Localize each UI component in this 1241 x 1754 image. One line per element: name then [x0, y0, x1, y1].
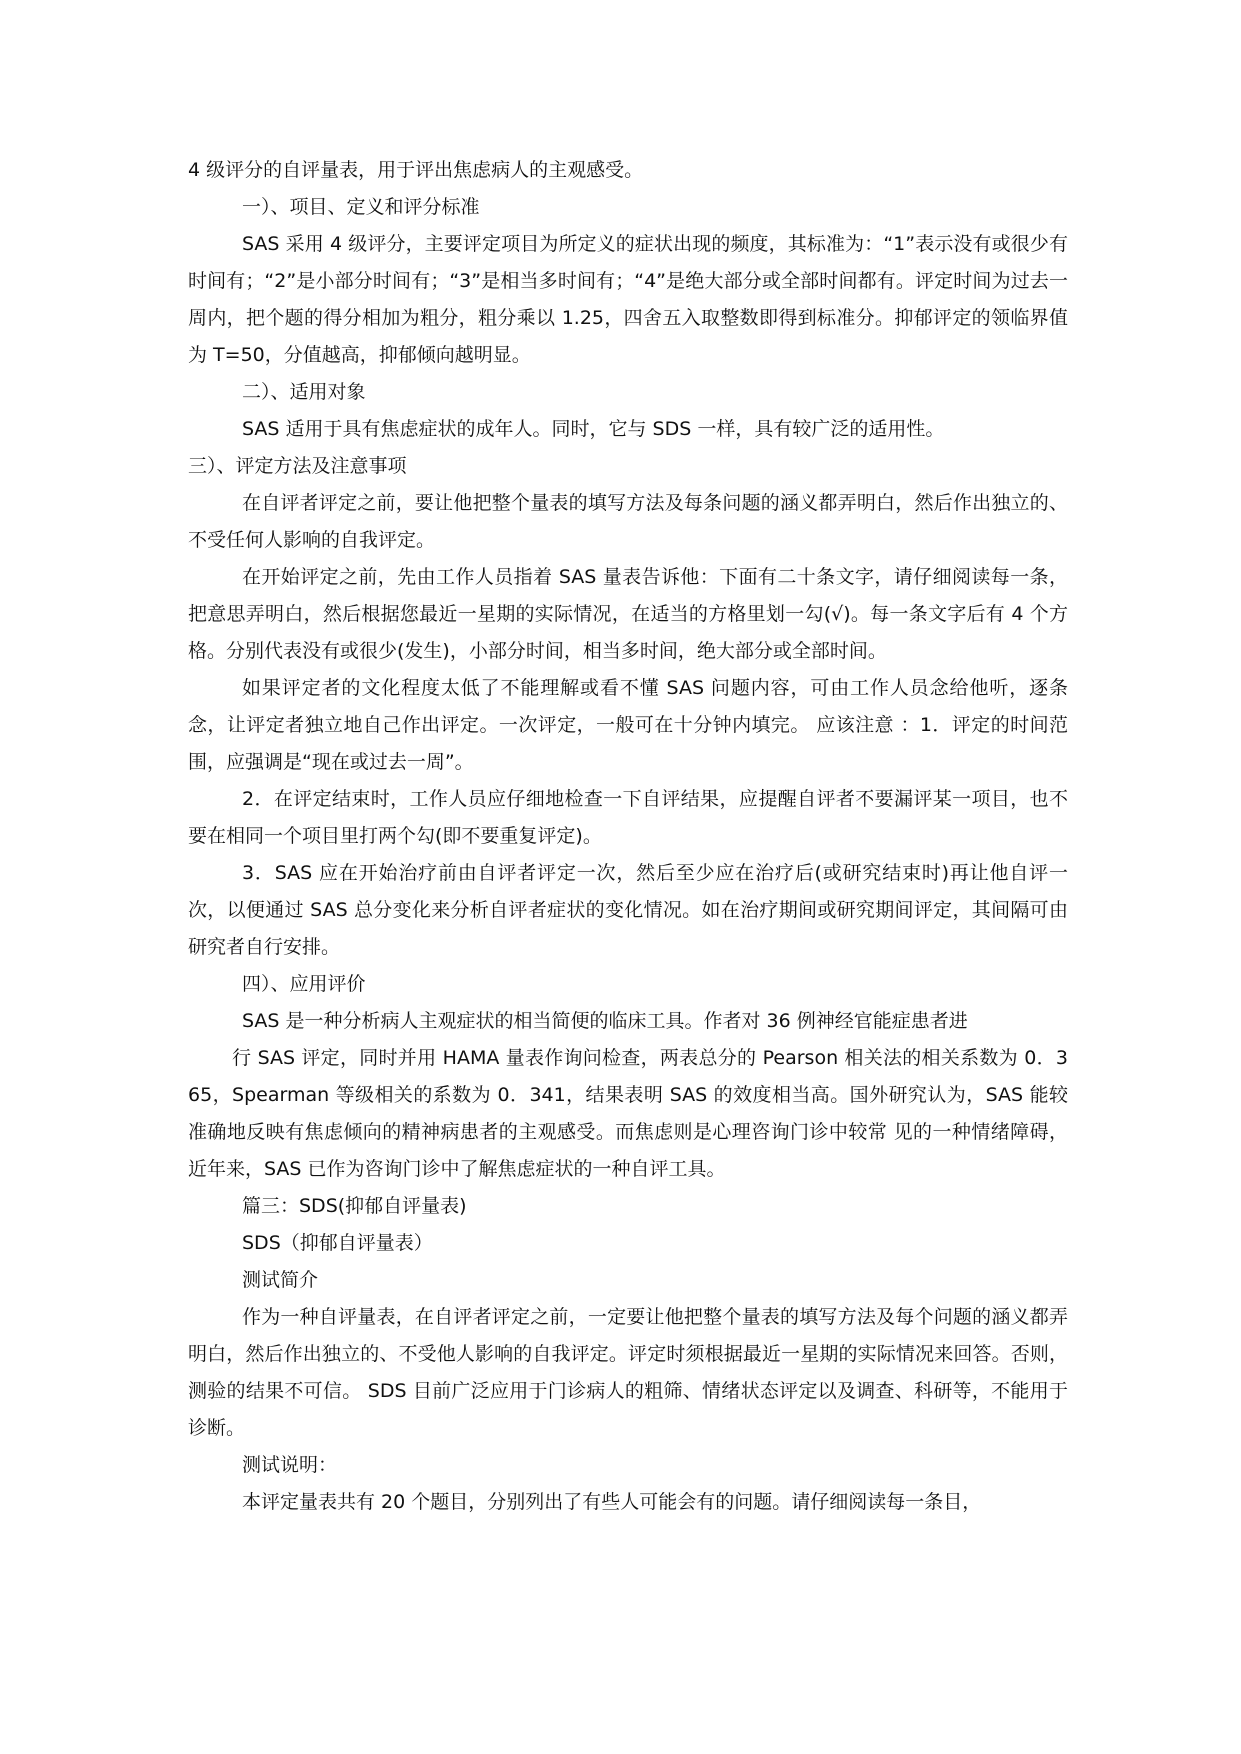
- heading-test-description: 测试说明：: [242, 1454, 338, 1476]
- heading-items-definitions: 一）、项目、定义和评分标准: [242, 196, 480, 218]
- heading-method-notes: 三）、评定方法及注意事项: [188, 455, 407, 477]
- paragraph-test-intro: 作为一种自评量表，在自评者评定之前，一定要让他把整个量表的填写方法及每个问题的涵义都弄明白，然后作出独立的、不受他人影响的自我评定。评定时须根据最近一星期的实际情况来回答。否则，测验的结果不可信。 SDS 目前广泛应用于门诊病人的粗筛、情绪状态评定以及调查、科研等，不能用于诊断。: [188, 1306, 1068, 1439]
- paragraph-note-2: 2．在评定结束时，工作人员应仔细地检查一下自评结果，应提醒自评者不要漏评某一项目，也不要在相同一个项目里打两个勾(即不要重复评定)。: [188, 788, 1068, 847]
- heading-application-evaluation: 四）、应用评价: [242, 973, 366, 995]
- paragraph-evaluation-part-1: SAS 是一种分析病人主观症状的相当简便的临床工具。作者对 36 例神经官能症患者进: [242, 1010, 968, 1032]
- paragraph-low-literacy: 如果评定者的文化程度太低了不能理解或看不懂 SAS 问题内容，可由工作人员念给他听，逐条念，让评定者独立地自己作出评定。一次评定，一般可在十分钟内填完。 应该注意 ：1．评定的时间范围，应强调是“现在或过去一周”。: [188, 677, 1068, 773]
- heading-chapter-three: 篇三：SDS(抑郁自评量表): [242, 1195, 467, 1217]
- heading-applicable-population: 二）、适用对象: [242, 381, 366, 403]
- paragraph-evaluation-part-2: 行 SAS 评定，同时并用 HAMA 量表作询问检查，两表总分的 Pearson 相关法的相关系数为 0．365，Spearman 等级相关的系数为 0．341，结果表明 SAS 的效度相当高。国外研究认为，SAS 能较准确地反映有焦虑倾向的精神病患者的主观感受。而焦虑则是心理咨询门诊中较常 见的一种情绪障碍，近年来，SAS 已作为咨询门诊中了解焦虑症状的一种自评工具。: [188, 1047, 1068, 1180]
- paragraph-scoring-standard: SAS 采用 4 级评分，主要评定项目为所定义的症状出现的频度，其标准为：“1”表示没有或很少有时间有；“2”是小部分时间有；“3”是相当多时间有；“4”是绝大部分或全部时间都有。评定时间为过去一周内，把个题的得分相加为粗分，粗分乘以 1.25，四舍五入取整数即得到标准分。抑郁评定的领临界值为 T=50，分值越高，抑郁倾向越明显。: [188, 233, 1068, 366]
- paragraph-before-assessment: 在自评者评定之前，要让他把整个量表的填写方法及每条问题的涵义都弄明白，然后作出独立的、不受任何人影响的自我评定。: [188, 492, 1068, 551]
- paragraph-note-3: 3．SAS 应在开始治疗前由自评者评定一次，然后至少应在治疗后(或研究结束时)再让他自评一次，以便通过 SAS 总分变化来分析自评者症状的变化情况。如在治疗期间或研究期间评定，其间隔可由研究者自行安排。: [188, 862, 1068, 958]
- heading-sds: SDS（抑郁自评量表）: [242, 1232, 433, 1254]
- heading-test-intro: 测试简介: [242, 1269, 319, 1291]
- paragraph-applicable-population: SAS 适用于具有焦虑症状的成年人。同时，它与 SDS 一样，具有较广泛的适用性。: [242, 418, 945, 440]
- paragraph-instructions: 在开始评定之前，先由工作人员指着 SAS 量表告诉他：下面有二十条文字，请仔细阅读每一条，把意思弄明白，然后根据您最近一星期的实际情况，在适当的方格里划一勾(√)。每一条文字后有 4 个方格。分别代表没有或很少(发生)，小部分时间，相当多时间，绝大部分或全部时间。: [188, 566, 1068, 662]
- paragraph-scale-intro: 4 级评分的自评量表，用于评出焦虑病人的主观感受。: [188, 159, 644, 181]
- document-page: [188, 152, 1068, 1521]
- paragraph-test-description: 本评定量表共有 20 个题目，分别列出了有些人可能会有的问题。请仔细阅读每一条目，: [242, 1491, 982, 1513]
